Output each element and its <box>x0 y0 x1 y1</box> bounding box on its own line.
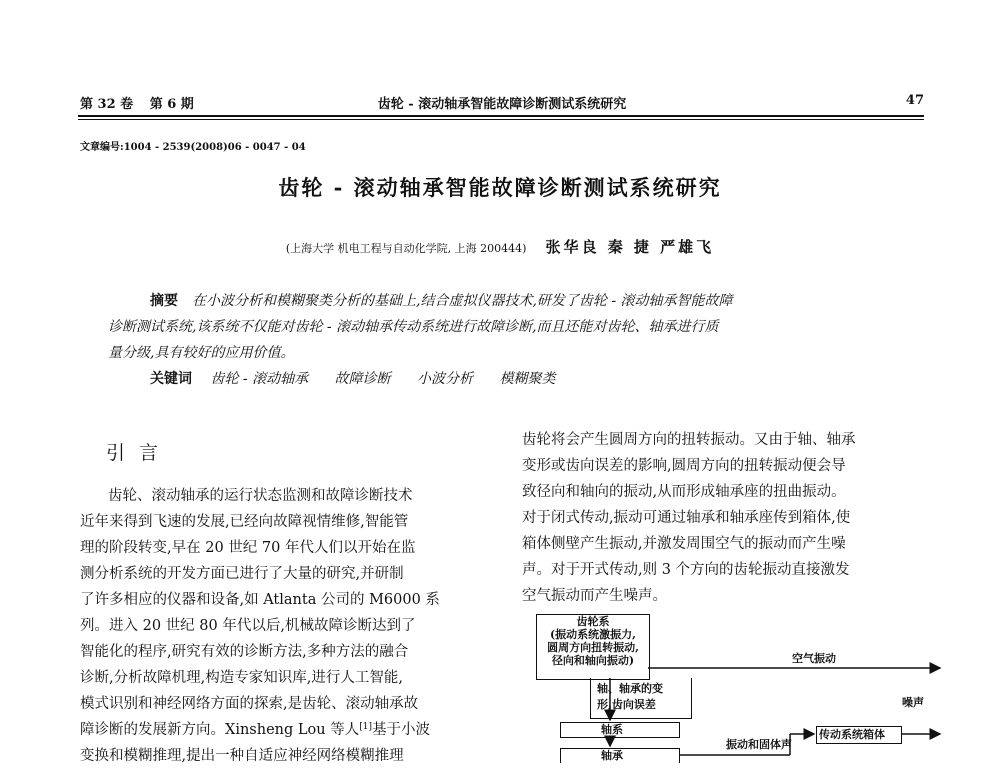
gear-system-detail: (振动系统激振力, <box>549 628 637 641</box>
noise-label: 噪声 <box>902 696 924 709</box>
transmission-box <box>816 726 902 744</box>
paper-title: 齿轮 - 滚动轴承智能故障诊断测试系统研究 <box>278 175 722 200</box>
body-line: 变形或齿向误差的影响,圆周方向的扭转振动便会导 <box>522 458 846 474</box>
body-line: 智能化的程序,研究有效的诊断方法,多种方法的融合 <box>80 644 409 660</box>
body-line: 测分析系统的开发方面已进行了大量的研究,并研制 <box>80 566 404 582</box>
deformation-box <box>590 678 692 719</box>
shaft-label: 轴系 <box>601 723 623 736</box>
body-line: 模式识别和神经网络方面的探索,是齿轮、滚动轴承故 <box>80 696 419 712</box>
abstract-label: 摘要 <box>150 293 178 309</box>
header-rule-thick <box>78 115 924 117</box>
citation-ref: [1] <box>359 722 372 732</box>
abstract <box>108 288 904 392</box>
body-line: 齿轮、滚动轴承的运行状态监测和故障诊断技术 <box>108 488 413 504</box>
abstract-line: 量分级,具有较好的应用价值。 <box>108 345 295 361</box>
deformation-line: 轴、轴承的变 <box>597 682 663 695</box>
body-line: 对于闭式传动,振动可通过轴承和轴承座传到箱体,使 <box>522 510 851 526</box>
body-line: 列。进入 20 世纪 80 年代以后,机械故障诊断达到了 <box>80 618 416 634</box>
volume: 第 32 卷 <box>80 97 134 112</box>
keywords <box>108 366 904 392</box>
abstract-line-text: 在小波分析和模糊聚类分析的基础上,结合虚拟仪器技术,研发了齿轮 - 滚动轴承智能故障 <box>192 293 733 309</box>
keyword: 模糊聚类 <box>499 371 556 387</box>
body-line: 了许多相应的仪器和设备,如 Atlanta 公司的 M6000 系 <box>80 592 440 608</box>
body-line: 致径向和轴向的振动,从而形成轴承座的扭曲振动。 <box>522 484 846 500</box>
page-number: 47 <box>905 93 924 108</box>
body-line: 近年来得到飞速的发展,已经向故障视情维修,智能管 <box>80 514 409 530</box>
vibration-path-diagram <box>530 612 950 760</box>
air-vibration-label: 空气振动 <box>792 652 836 665</box>
issue: 第 6 期 <box>149 97 194 112</box>
section-heading-intro: 引 言 <box>106 442 163 464</box>
gear-system-box <box>536 614 650 680</box>
transmission-box-label: 传动系统箱体 <box>819 728 885 741</box>
running-header <box>80 93 924 115</box>
deformation-line: 形,齿向误差 <box>597 698 656 711</box>
body-line: 声。对于开式传动,则 3 个方向的齿轮振动直接激发 <box>522 562 850 578</box>
keywords-label: 关键词 <box>150 371 192 387</box>
header-rule-thin <box>78 119 924 120</box>
bearing-label: 轴承 <box>601 749 623 762</box>
body-line: 理的阶段转变,早在 20 世纪 70 年代人们以开始在监 <box>80 540 416 556</box>
keyword: 故障诊断 <box>334 371 391 387</box>
abstract-line <box>108 288 904 314</box>
keyword: 齿轮 - 滚动轴承 <box>210 371 309 387</box>
bearing-box <box>560 748 680 763</box>
keyword: 小波分析 <box>417 371 473 387</box>
body-line-with-ref <box>80 717 490 743</box>
affiliation: (上海大学 机电工程与自动化学院, 上海 200444) <box>285 242 527 255</box>
body-line-tail: 基于小波 <box>371 722 430 738</box>
body-line: 变换和模糊推理,提出一种自适应神经网络模糊推理 <box>80 748 404 764</box>
body-line: 齿轮将会产生圆周方向的扭转振动。又由于轴、轴承 <box>522 432 856 448</box>
body-line: 空气振动而产生噪声。 <box>522 588 667 604</box>
authors: 张华良 秦 捷 严雄飞 <box>545 238 715 256</box>
gear-system-detail: 径向和轴向振动) <box>551 654 635 667</box>
affiliation-line <box>0 236 1000 257</box>
running-title: 齿轮 - 滚动轴承智能故障诊断测试系统研究 <box>377 97 627 112</box>
gear-system-title: 齿轮系 <box>576 615 610 628</box>
article-number: 文章编号:1004 - 2539(2008)06 - 0047 - 04 <box>80 142 306 153</box>
gear-system-detail: 圆周方向扭转振动, <box>547 641 639 654</box>
vibration-solid-sound-label: 振动和固体声 <box>726 738 792 751</box>
body-line: 诊断,分析故障机理,构造专家知识库,进行人工智能, <box>80 670 403 686</box>
abstract-line: 诊断测试系统,该系统不仅能对齿轮 - 滚动轴承传动系统进行故障诊断,而且还能对齿轮、轴承进行质 <box>108 319 719 335</box>
body-line-text: 障诊断的发展新方向。Xinsheng Lou 等人 <box>80 722 360 738</box>
left-column <box>80 483 490 769</box>
shaft-system-box <box>560 722 680 738</box>
right-column <box>522 427 932 609</box>
body-line: 箱体侧壁产生振动,并激发周围空气的振动而产生噪 <box>522 536 846 552</box>
